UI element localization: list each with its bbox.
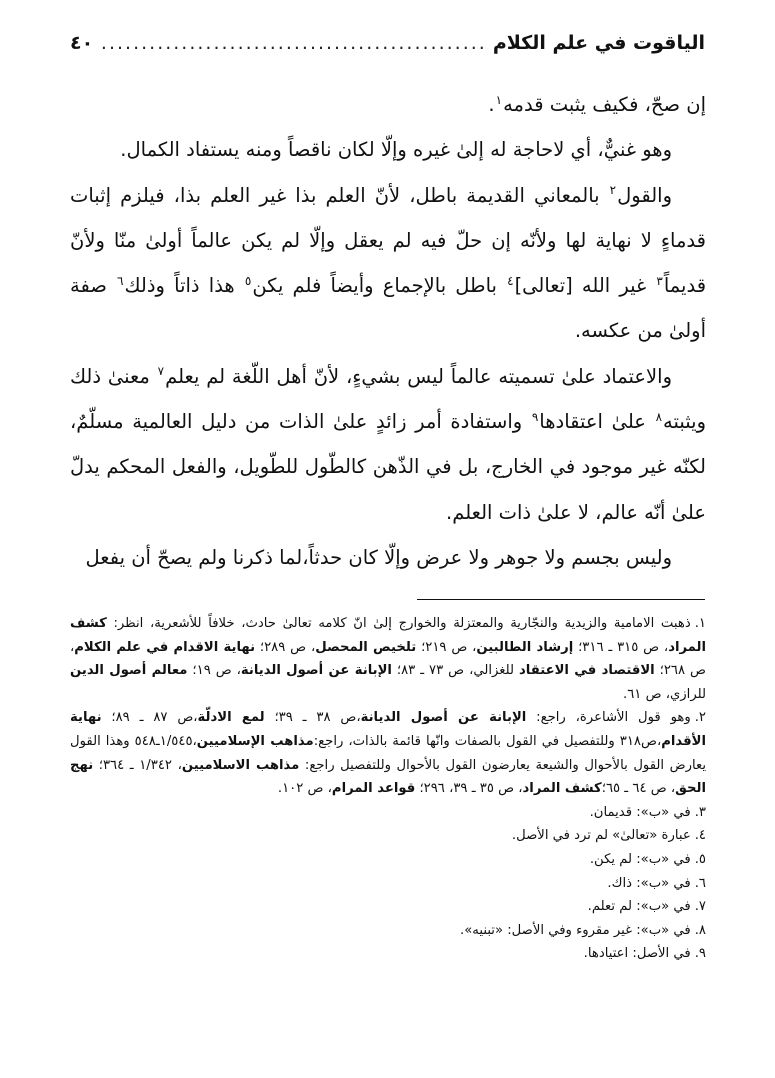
paragraph: [70, 354, 706, 535]
text-segment: بالمعاني القديمة باطل، لأنّ العلم بذا غير العلم بذا، فيلزم إثبات قدماءٍ لا نهاية لها ولأنّه إن حلّ فيه لم يعقل وإلّا لم يكن عالماً أولىٰ منّا ولأنّ قديماً: [70, 183, 707, 298]
text-segment: صفة أولىٰ من عكسه.: [70, 274, 706, 343]
source-title: لمع الادلّة: [197, 710, 265, 726]
source-title: مذاهب الاسلاميين: [181, 757, 300, 773]
text-segment: معنىٰ ذلك ويثبته: [70, 364, 706, 434]
footnote-reference: ٢: [609, 183, 617, 198]
paragraph: [70, 82, 706, 127]
source-title: معالم أصول الدين: [70, 663, 188, 679]
footnote-reference: ٦: [117, 273, 124, 288]
footnote: [70, 824, 706, 848]
source-title: الاقتصاد في الاعتقاد: [518, 663, 655, 679]
text-segment: وليس بجسم ولا جوهر ولا عرض وإلّا كان حدثاً،لما ذكرنا ولم يصحّ أن يفعل: [85, 545, 672, 569]
footnote-text: ،ص ٣٨ ـ ٣٩؛: [264, 710, 361, 726]
main-text: [70, 82, 706, 580]
footnote: [70, 895, 706, 919]
text-segment: وهو غنيٌّ، أي لاحاجة له إلىٰ غيره وإلّا لكان ناقصاً ومنه يستفاد الكمال.: [120, 138, 672, 162]
footnote-number: ٧.: [694, 899, 706, 915]
footnotes-section: [70, 612, 706, 966]
source-title: نهج الحق: [70, 757, 706, 797]
footnote-reference: ٤: [507, 273, 514, 288]
paragraph: [70, 535, 706, 580]
footnote-text: ، ص ١٠٢.: [277, 781, 332, 797]
footnote-number: ٣.: [694, 804, 706, 820]
footnote-text: في «ب»: لم تعلم.: [587, 899, 691, 915]
text-segment: باطل بالإجماع وأيضاً فلم يكن: [252, 274, 507, 298]
footnote-reference: ٣: [656, 273, 663, 288]
page-number: ٤٠: [70, 32, 94, 54]
footnote-reference: ٩: [531, 409, 539, 424]
text-segment: غير الله [تعالى]: [514, 274, 656, 298]
footnote-reference: ٥: [244, 273, 252, 288]
footnote-text: ، ص ٢٨٩؛: [255, 639, 316, 655]
source-title: إرشاد الطالبين: [476, 639, 574, 655]
footnote: [70, 612, 706, 706]
footnote-text: في «ب»: غير مقروء وفي الأصل: «تبنيه».: [460, 922, 691, 938]
footnote-number: ٩.: [694, 946, 706, 962]
footnote-number: ٢.: [694, 710, 707, 726]
footnote-reference: ٨: [655, 409, 663, 424]
footnote-text: في «ب»: لم يكن.: [589, 851, 691, 867]
text-segment: واستفادة أمر زائدٍ علىٰ الذات من دليل العالمية مسلّمٌ، لكنّه غير موجود في الخارج، بل في الذّهن كالطّول للطّويل، والفعل المحكم يدلّ علىٰ أنّه عالم، لا علىٰ ذات العلم.: [70, 410, 706, 524]
text-segment: علىٰ اعتقادها: [539, 410, 655, 434]
footnote-text: وهو قول الأشاعرة، راجع:: [526, 710, 691, 726]
footnote-text: ،١/٥٤٥ـ٥٤٨ وهذا القول يعارض القول بالأحوال والشيعة يعارضون القول بالأحوال وللتفصيل راجع:: [70, 733, 707, 773]
footnote-number: ١.: [694, 616, 706, 631]
footnote-number: ٤.: [694, 828, 706, 844]
footnote-text: في «ب»: قديمان.: [589, 804, 691, 820]
text-segment: والاعتماد علىٰ تسميته عالماً ليس بشيءٍ، لأنّ أهل اللّغة لم يعلم: [165, 364, 672, 388]
footnote-text: ، ص ٢١٩؛: [416, 639, 477, 655]
footnote-reference: ٧: [157, 364, 165, 379]
source-title: كشف المراد: [522, 781, 602, 797]
text-segment: .: [488, 93, 495, 116]
footnote-text: ، ص ٣٥ ـ ٣٩، ٢٩٦؛: [415, 781, 523, 797]
footnote-text: في «ب»: ذاك.: [607, 875, 691, 891]
source-title: نهاية الأقدام: [70, 710, 706, 749]
footnote-text: ، ص ٢٦٨؛: [70, 639, 706, 679]
footnote-separator: [417, 599, 705, 600]
paragraph: [70, 173, 706, 354]
footnote-text: ، ص ٦٤ ـ ٦٥؛: [601, 781, 676, 797]
footnote: [70, 848, 706, 872]
footnote-text: ،ص ٨٧ ـ ٨٩؛: [101, 710, 198, 726]
footnote-text: ، ص ٣١٥ ـ ٣١٦؛: [573, 639, 669, 655]
footnote-text: ذهبت الامامية والزيدية والنجّارية والمعتزلة والخوارج إلىٰ انّ كلامه تعالىٰ حادث، خلافاً للأشعرية، انظر:: [106, 616, 691, 631]
footnote: [70, 942, 706, 966]
footnote: [70, 872, 706, 896]
footnote: [70, 919, 706, 943]
running-title: الياقوت في علم الكلام: [492, 32, 705, 54]
paragraph: [70, 127, 706, 172]
source-title: تلخيص المحصل: [315, 639, 417, 655]
footnote-text: ، ص ١٩؛: [187, 663, 241, 679]
footnote-text: عبارة «تعالىٰ» لم ترد في الأصل.: [511, 828, 691, 844]
footnote-text: للرازي، ص ٦١.: [623, 686, 706, 702]
leader-dots: [99, 32, 487, 54]
text-segment: والقول: [617, 183, 672, 207]
running-header: [70, 26, 705, 60]
source-title: نهاية الاقدام في علم الكلام: [74, 639, 256, 655]
text-segment: إن صحّ، فكيف يثبت قدمه: [503, 93, 706, 116]
footnote-reference: ١: [495, 92, 503, 107]
source-title: قواعد المرام: [331, 781, 416, 797]
footnote: [70, 801, 706, 825]
source-title: كشف المراد: [70, 616, 706, 655]
footnote-text: ،ص٣١٨ وللتفصيل في القول بالصفات وانّها قائمة بالذات، راجع:: [313, 733, 662, 749]
footnote-text: للغزالي، ص ٧٣ ـ ٨٣؛: [391, 663, 519, 679]
footnote-number: ٥.: [694, 851, 706, 867]
footnote-text: في الأصل: اعتيادها.: [583, 946, 691, 962]
source-title: مذاهب الإسلاميين: [196, 733, 314, 749]
footnote-text: ، ١/٣٤٢ ـ ٣٦٤؛: [93, 757, 182, 773]
source-title: الإبانة عن أصول الديانة: [360, 710, 527, 726]
text-segment: هذا ذاتاً وذلك: [124, 274, 244, 298]
footnote-number: ٨.: [694, 922, 706, 938]
footnote: [70, 706, 706, 800]
footnote-number: ٦.: [694, 875, 706, 891]
source-title: الإبانة عن أصول الديانة: [240, 663, 392, 679]
